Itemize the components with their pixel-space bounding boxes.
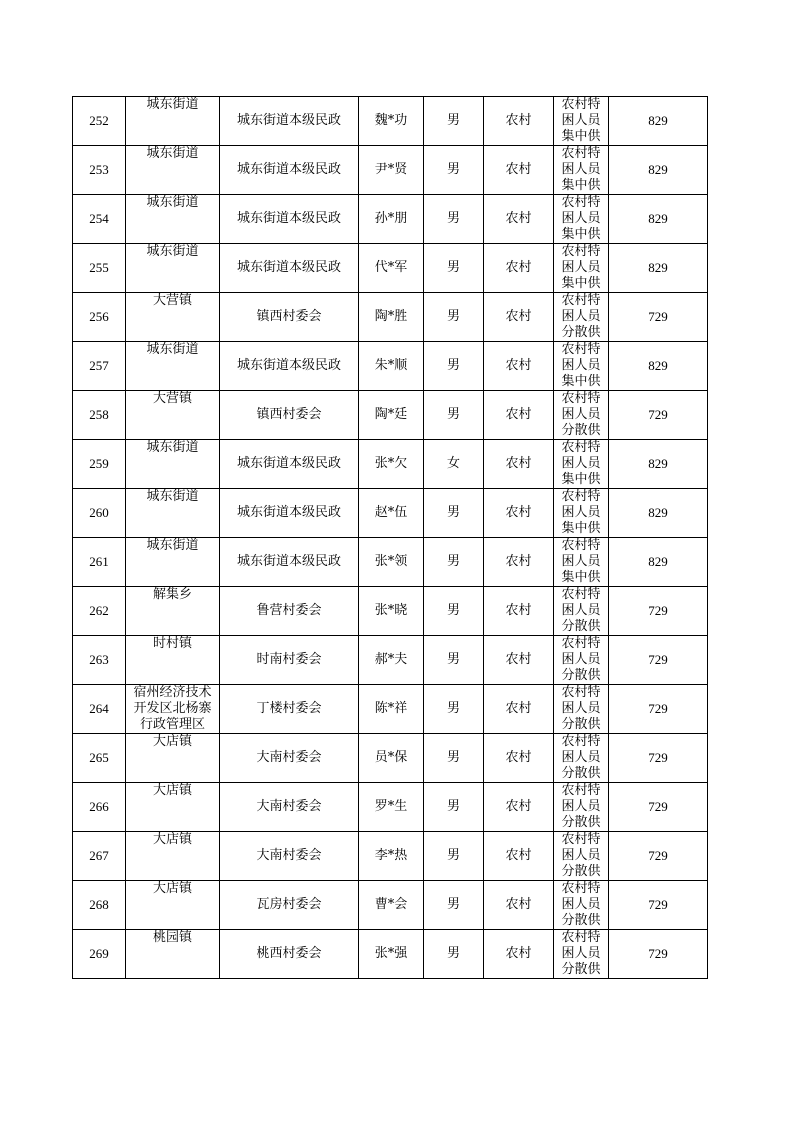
type-cell	[554, 146, 609, 195]
township-text: 大店镇	[152, 881, 192, 896]
amount-cell: 829	[609, 146, 708, 195]
township-cell	[126, 195, 220, 244]
type-line: 农村特	[561, 489, 601, 504]
area-cell: 农村	[484, 685, 554, 734]
name-cell: 陈*祥	[359, 685, 424, 734]
type-line: 困人员	[561, 897, 601, 912]
township-cell	[126, 734, 220, 783]
unit-cell: 城东街道本级民政	[220, 538, 359, 587]
type-text	[554, 293, 608, 341]
type-cell	[554, 587, 609, 636]
type-line: 分散供	[561, 815, 601, 830]
name-cell: 孙*朋	[359, 195, 424, 244]
type-line: 困人员	[561, 652, 601, 667]
table-row	[73, 685, 708, 734]
row-number: 259	[73, 440, 126, 489]
unit-cell: 镇西村委会	[220, 391, 359, 440]
row-number: 255	[73, 244, 126, 293]
township-text: 城东街道	[146, 97, 199, 112]
sex-cell: 男	[424, 489, 484, 538]
type-line: 困人员	[561, 750, 601, 765]
township-cell	[126, 489, 220, 538]
amount-cell: 729	[609, 293, 708, 342]
type-line: 集中供	[561, 276, 601, 291]
township-text: 城东街道	[146, 195, 199, 210]
name-cell: 曹*会	[359, 881, 424, 930]
sex-cell: 男	[424, 685, 484, 734]
type-line: 集中供	[561, 129, 601, 144]
name-cell: 赵*伍	[359, 489, 424, 538]
type-line: 困人员	[561, 701, 601, 716]
type-line: 分散供	[561, 619, 601, 634]
table-row	[73, 636, 708, 685]
name-cell: 尹*贤	[359, 146, 424, 195]
type-line: 农村特	[561, 685, 601, 700]
type-line: 农村特	[561, 342, 601, 357]
township-text: 城东街道	[146, 342, 199, 357]
unit-cell: 瓦房村委会	[220, 881, 359, 930]
type-line: 农村特	[561, 538, 601, 553]
township-cell	[126, 293, 220, 342]
township-text: 桃园镇	[152, 930, 192, 945]
type-line: 困人员	[561, 211, 601, 226]
area-cell: 农村	[484, 195, 554, 244]
table-row	[73, 587, 708, 636]
table-row	[73, 244, 708, 293]
township-cell	[126, 342, 220, 391]
row-number: 262	[73, 587, 126, 636]
type-text	[554, 587, 608, 635]
table-row	[73, 146, 708, 195]
sex-cell: 女	[424, 440, 484, 489]
area-cell: 农村	[484, 783, 554, 832]
row-number: 252	[73, 97, 126, 146]
row-number: 268	[73, 881, 126, 930]
sex-cell: 男	[424, 342, 484, 391]
row-number: 261	[73, 538, 126, 587]
unit-cell: 城东街道本级民政	[220, 146, 359, 195]
type-text	[554, 930, 608, 978]
type-cell	[554, 195, 609, 244]
type-text	[554, 832, 608, 880]
row-number: 265	[73, 734, 126, 783]
type-cell	[554, 293, 609, 342]
type-cell	[554, 391, 609, 440]
amount-cell: 729	[609, 783, 708, 832]
row-number: 260	[73, 489, 126, 538]
type-cell	[554, 881, 609, 930]
township-cell	[126, 783, 220, 832]
type-cell	[554, 97, 609, 146]
type-line: 农村特	[561, 881, 601, 896]
table-row	[73, 440, 708, 489]
township-text: 城东街道	[146, 146, 199, 161]
area-cell: 农村	[484, 881, 554, 930]
township-text: 大店镇	[152, 832, 192, 847]
type-line: 困人员	[561, 162, 601, 177]
type-text	[554, 244, 608, 292]
type-line: 分散供	[561, 864, 601, 879]
area-cell: 农村	[484, 734, 554, 783]
amount-cell: 829	[609, 538, 708, 587]
unit-cell: 镇西村委会	[220, 293, 359, 342]
sex-cell: 男	[424, 783, 484, 832]
amount-cell: 829	[609, 440, 708, 489]
sex-cell: 男	[424, 244, 484, 293]
type-line: 农村特	[561, 293, 601, 308]
area-cell: 农村	[484, 440, 554, 489]
type-line: 农村特	[561, 587, 601, 602]
amount-cell: 829	[609, 244, 708, 293]
area-cell: 农村	[484, 489, 554, 538]
type-line: 分散供	[561, 668, 601, 683]
amount-cell: 729	[609, 930, 708, 979]
amount-cell: 729	[609, 636, 708, 685]
area-cell: 农村	[484, 97, 554, 146]
type-text	[554, 636, 608, 684]
type-line: 困人员	[561, 358, 601, 373]
sex-cell: 男	[424, 587, 484, 636]
amount-cell: 729	[609, 881, 708, 930]
row-number: 269	[73, 930, 126, 979]
table-row	[73, 832, 708, 881]
type-line: 农村特	[561, 195, 601, 210]
type-text	[554, 440, 608, 488]
type-cell	[554, 538, 609, 587]
sex-cell: 男	[424, 636, 484, 685]
name-cell: 员*保	[359, 734, 424, 783]
unit-cell: 桃西村委会	[220, 930, 359, 979]
type-text	[554, 685, 608, 733]
type-line: 困人员	[561, 407, 601, 422]
area-cell: 农村	[484, 342, 554, 391]
name-cell: 郝*夫	[359, 636, 424, 685]
sex-cell: 男	[424, 832, 484, 881]
township-text: 城东街道	[146, 538, 199, 553]
amount-cell: 729	[609, 832, 708, 881]
amount-cell: 729	[609, 391, 708, 440]
type-line: 困人员	[561, 113, 601, 128]
name-cell: 魏*功	[359, 97, 424, 146]
table-row	[73, 734, 708, 783]
type-cell	[554, 783, 609, 832]
type-line: 农村特	[561, 440, 601, 455]
name-cell: 陶*胜	[359, 293, 424, 342]
row-number: 263	[73, 636, 126, 685]
sex-cell: 男	[424, 930, 484, 979]
row-number: 257	[73, 342, 126, 391]
type-cell	[554, 832, 609, 881]
amount-cell: 729	[609, 587, 708, 636]
sex-cell: 男	[424, 538, 484, 587]
table-row	[73, 489, 708, 538]
table-row	[73, 195, 708, 244]
type-text	[554, 538, 608, 586]
row-number: 254	[73, 195, 126, 244]
type-line: 困人员	[561, 309, 601, 324]
area-cell: 农村	[484, 587, 554, 636]
township-cell	[126, 587, 220, 636]
unit-cell: 时南村委会	[220, 636, 359, 685]
township-cell	[126, 146, 220, 195]
area-cell: 农村	[484, 244, 554, 293]
type-line: 农村特	[561, 146, 601, 161]
row-number: 266	[73, 783, 126, 832]
table-row	[73, 342, 708, 391]
type-line: 农村特	[561, 734, 601, 749]
name-cell: 朱*顺	[359, 342, 424, 391]
township-cell	[126, 391, 220, 440]
name-cell: 罗*生	[359, 783, 424, 832]
name-cell: 李*热	[359, 832, 424, 881]
type-cell	[554, 636, 609, 685]
type-line: 困人员	[561, 603, 601, 618]
type-cell	[554, 685, 609, 734]
township-cell	[126, 930, 220, 979]
township-cell	[126, 881, 220, 930]
type-cell	[554, 930, 609, 979]
sex-cell: 男	[424, 195, 484, 244]
name-cell: 张*晓	[359, 587, 424, 636]
area-cell: 农村	[484, 832, 554, 881]
township-text: 时村镇	[152, 636, 192, 651]
township-text: 大营镇	[152, 293, 192, 308]
type-line: 困人员	[561, 799, 601, 814]
amount-cell: 829	[609, 195, 708, 244]
type-line: 集中供	[561, 570, 601, 585]
name-cell: 代*军	[359, 244, 424, 293]
type-text	[554, 783, 608, 831]
type-line: 困人员	[561, 946, 601, 961]
township-cell	[126, 538, 220, 587]
table-row	[73, 881, 708, 930]
type-text	[554, 734, 608, 782]
row-number: 256	[73, 293, 126, 342]
row-number: 267	[73, 832, 126, 881]
type-text	[554, 97, 608, 145]
type-text	[554, 391, 608, 439]
unit-cell: 鲁营村委会	[220, 587, 359, 636]
type-line: 分散供	[561, 913, 601, 928]
township-text: 大店镇	[152, 783, 192, 798]
sex-cell: 男	[424, 734, 484, 783]
unit-cell: 城东街道本级民政	[220, 489, 359, 538]
area-cell: 农村	[484, 146, 554, 195]
type-line: 农村特	[561, 244, 601, 259]
table-row	[73, 293, 708, 342]
type-line: 农村特	[561, 636, 601, 651]
township-cell	[126, 244, 220, 293]
type-line: 农村特	[561, 97, 601, 112]
type-cell	[554, 342, 609, 391]
township-text: 解集乡	[152, 587, 192, 602]
type-text	[554, 146, 608, 194]
type-line: 集中供	[561, 374, 601, 389]
type-cell	[554, 440, 609, 489]
name-cell: 陶*廷	[359, 391, 424, 440]
type-line: 农村特	[561, 391, 601, 406]
township-text: 城东街道	[146, 489, 199, 504]
sex-cell: 男	[424, 881, 484, 930]
sex-cell: 男	[424, 97, 484, 146]
township-text: 城东街道	[146, 440, 199, 455]
township-cell	[126, 832, 220, 881]
area-cell: 农村	[484, 930, 554, 979]
type-line: 分散供	[561, 325, 601, 340]
township-cell	[126, 97, 220, 146]
amount-cell: 829	[609, 97, 708, 146]
row-number: 258	[73, 391, 126, 440]
unit-cell: 大南村委会	[220, 783, 359, 832]
type-line: 困人员	[561, 456, 601, 471]
table-row	[73, 538, 708, 587]
sex-cell: 男	[424, 293, 484, 342]
type-line: 困人员	[561, 848, 601, 863]
type-cell	[554, 489, 609, 538]
sex-cell: 男	[424, 391, 484, 440]
township-text: 大营镇	[152, 391, 192, 406]
table-row	[73, 783, 708, 832]
type-line: 集中供	[561, 521, 601, 536]
type-text	[554, 881, 608, 929]
row-number: 264	[73, 685, 126, 734]
area-cell: 农村	[484, 391, 554, 440]
type-line: 分散供	[561, 962, 601, 977]
area-cell: 农村	[484, 636, 554, 685]
type-text	[554, 342, 608, 390]
name-cell: 张*强	[359, 930, 424, 979]
type-line: 困人员	[561, 505, 601, 520]
table-row	[73, 930, 708, 979]
township-cell	[126, 636, 220, 685]
unit-cell: 丁楼村委会	[220, 685, 359, 734]
type-line: 集中供	[561, 227, 601, 242]
township-text: 宿州经济技术开发区北杨寨行政管理区	[133, 685, 212, 732]
name-cell: 张*领	[359, 538, 424, 587]
unit-cell: 城东街道本级民政	[220, 195, 359, 244]
type-cell	[554, 244, 609, 293]
unit-cell: 大南村委会	[220, 832, 359, 881]
unit-cell: 城东街道本级民政	[220, 97, 359, 146]
type-line: 分散供	[561, 717, 601, 732]
type-line: 集中供	[561, 178, 601, 193]
amount-cell: 829	[609, 342, 708, 391]
type-line: 农村特	[561, 783, 601, 798]
table-row	[73, 391, 708, 440]
type-line: 农村特	[561, 930, 601, 945]
type-line: 分散供	[561, 423, 601, 438]
township-cell	[126, 685, 220, 734]
table-row	[73, 97, 708, 146]
area-cell: 农村	[484, 538, 554, 587]
area-cell: 农村	[484, 293, 554, 342]
row-number: 253	[73, 146, 126, 195]
township-cell	[126, 440, 220, 489]
amount-cell: 829	[609, 489, 708, 538]
unit-cell: 城东街道本级民政	[220, 440, 359, 489]
unit-cell: 城东街道本级民政	[220, 342, 359, 391]
amount-cell: 729	[609, 734, 708, 783]
type-line: 分散供	[561, 766, 601, 781]
amount-cell: 729	[609, 685, 708, 734]
type-line: 困人员	[561, 260, 601, 275]
type-text	[554, 489, 608, 537]
type-line: 农村特	[561, 832, 601, 847]
sex-cell: 男	[424, 146, 484, 195]
type-line: 集中供	[561, 472, 601, 487]
unit-cell: 城东街道本级民政	[220, 244, 359, 293]
type-line: 困人员	[561, 554, 601, 569]
type-cell	[554, 734, 609, 783]
name-cell: 张*欠	[359, 440, 424, 489]
township-text: 大店镇	[152, 734, 192, 749]
unit-cell: 大南村委会	[220, 734, 359, 783]
data-table	[72, 96, 708, 979]
township-text: 城东街道	[146, 244, 199, 259]
type-text	[554, 195, 608, 243]
